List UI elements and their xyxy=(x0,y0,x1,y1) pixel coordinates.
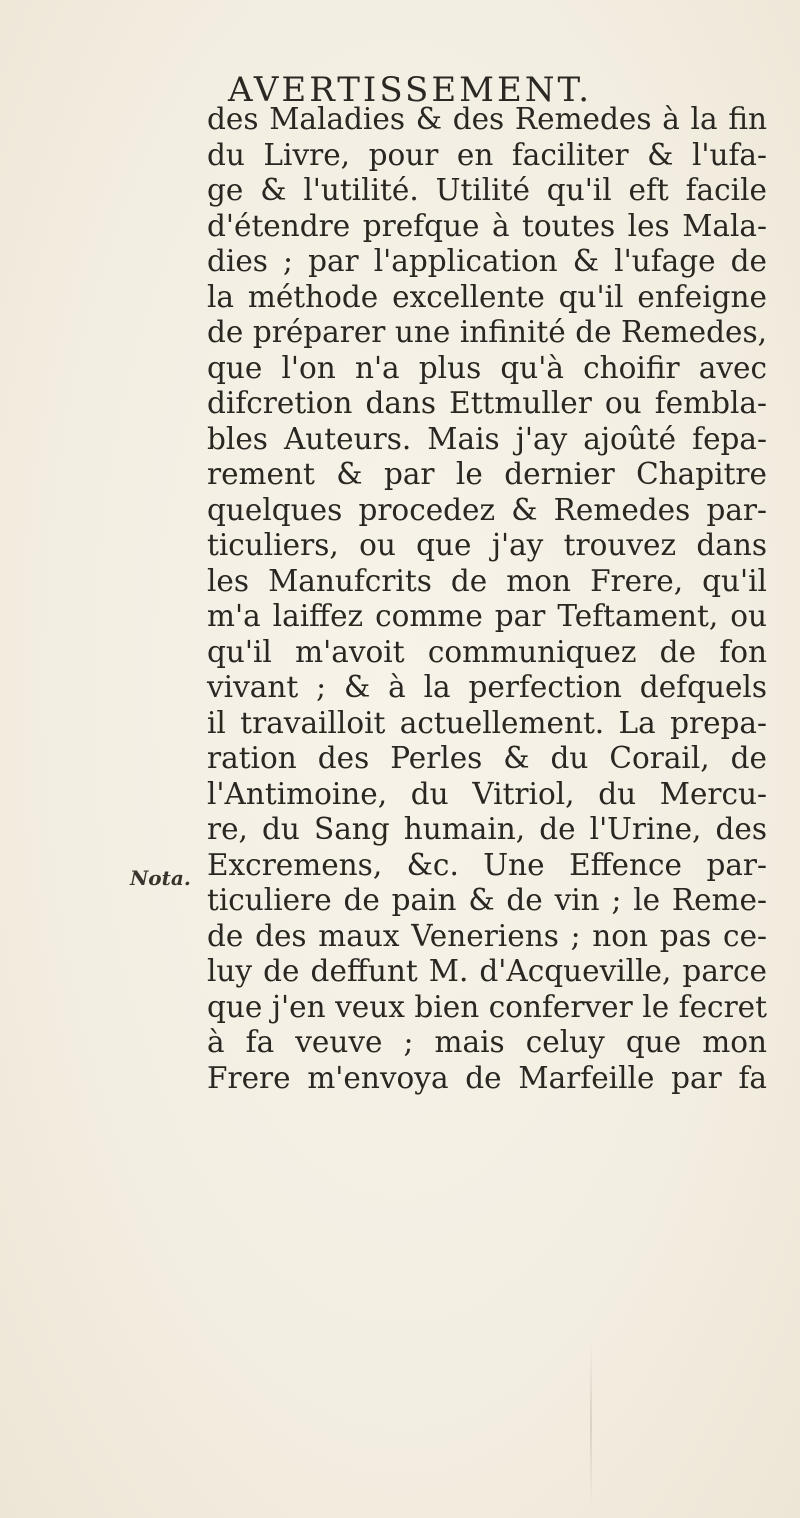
text-line: rement & par le dernier Chapitre xyxy=(207,457,767,491)
text-line: à fa veuve ; mais celuy que mon xyxy=(207,1025,767,1059)
text-line: que l'on n'a plus qu'à choifir avec xyxy=(207,350,767,385)
text-line: ticuliers, ou que j'ay trouvez dans xyxy=(207,528,767,562)
text-line: d'étendre prefque à toutes les Mala- xyxy=(207,208,767,243)
text-line: du Livre, pour en faciliter & l'ufa- xyxy=(207,137,767,172)
text-line: de préparer une infinité de Remedes, xyxy=(207,315,767,349)
text-line: les Manufcrits de mon Frere, qu'il xyxy=(207,563,767,598)
text-line: que j'en veux bien conferver le fecret xyxy=(207,989,767,1024)
margin-note: Nota. xyxy=(130,866,191,890)
text-line: Frere m'envoya de Marfeille par fa xyxy=(207,1060,767,1095)
text-line: m'a laiffez comme par Teftament, ou xyxy=(207,599,767,633)
text-line: l'Antimoine, du Vitriol, du Mercu- xyxy=(207,776,767,811)
text-line: quelques procedez & Remedes par- xyxy=(207,492,767,527)
text-line: vivant ; & à la perfection defquels xyxy=(207,670,767,704)
text-line: bles Auteurs. Mais j'ay ajoûté fepa- xyxy=(207,421,767,456)
running-title: AVERTISSEMENT. xyxy=(227,70,593,110)
text-line: Excremens, &c. Une Effence par- xyxy=(207,847,767,882)
text-line: dies ; par l'application & l'ufage de xyxy=(207,244,767,278)
text-line: qu'il m'avoit communiquez de fon xyxy=(207,634,767,669)
text-line: de des maux Veneriens ; non pas ce- xyxy=(207,918,767,953)
text-line: ticuliere de pain & de vin ; le Reme- xyxy=(207,883,767,917)
text-line: il travailloit actuellement. La prepa- xyxy=(207,705,767,740)
text-line: difcretion dans Ettmuller ou fembla- xyxy=(207,386,767,420)
text-line: la méthode excellente qu'il enfeigne xyxy=(207,279,767,314)
text-line: re, du Sang humain, de l'Urine, des xyxy=(207,812,767,846)
text-line: luy de deffunt M. d'Acqueville, parce xyxy=(207,954,767,988)
body-text xyxy=(207,102,767,1096)
text-line: ge & l'utilité. Utilité qu'il eft facile xyxy=(207,173,767,207)
text-line: ration des Perles & du Corail, de xyxy=(207,741,767,775)
text-line: des Maladies & des Remedes à la fin xyxy=(207,102,767,136)
paper-bleed-through xyxy=(590,1340,592,1510)
